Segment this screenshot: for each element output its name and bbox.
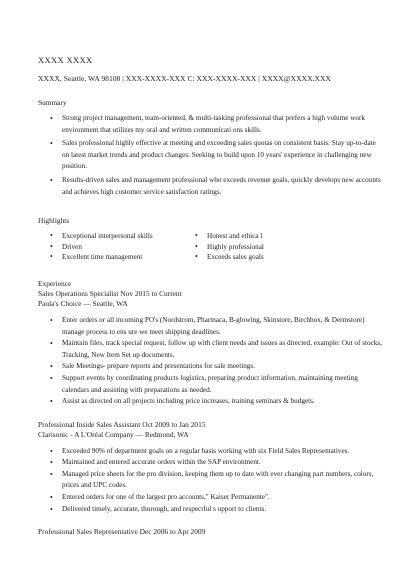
summary-list: [38, 113, 383, 198]
job-duty-item: • Enter orders or all incoming PO's (Nordstrom, Pharmaca, B-glowing, Skinstore, Birchbox, & Dermstore) manage process to ens ure we meet shipping deadlines.: [38, 315, 383, 338]
summary-item: • Strong project management, team-oriented, & multi-tasking professional that prefers a high volume work environment that utilizes my oral and written communicati ons skills.: [38, 113, 383, 136]
job-duty-item: • Assist as directed on all projects including price increases, training seminars & budgets.: [38, 396, 383, 408]
highlight-item: • Driven: [50, 242, 195, 253]
highlights-heading: Highlights: [38, 216, 70, 226]
highlight-item: • Honest and ethica l: [195, 231, 355, 242]
job-duty-item: • Delivered timely, accurate, thorough, and respectful s upport to clients.: [38, 504, 383, 516]
experience-heading: Experience: [38, 278, 72, 288]
summary-item: • Results-driven sales and management professional who exceeds revenue goals, quickly develops new accounts and achieves high customer service satisfaction ratings.: [38, 175, 383, 198]
job-duties-list: [38, 315, 383, 408]
summary-item: • Sales professional highly effective at meeting and exceeding sales quotas on consistent basis. Stay up-to-date on latest market trends and product changes. Seeking to build upon 10 years' experience in challenging new position.: [38, 138, 383, 173]
highlight-item: • Excellent time management: [50, 252, 195, 263]
job-title: Professional Inside Sales Assistant Oct 2009 to Jan 2015: [38, 419, 206, 429]
job-duty-item: • Maintained and entered accurate orders within the SAP environment.: [38, 457, 383, 469]
highlights-grid: [50, 231, 383, 263]
job-duty-item: • Managed price sheets for the pro division, keeping them up to date with ever changing part numbers, colors, prices and UPC codes.: [38, 469, 383, 492]
highlight-item: • Exceptional interpersonal skills: [50, 231, 195, 242]
summary-heading: Summary: [38, 98, 67, 107]
job-duty-item: • Sale Meetings- prepare reports and presentations for sale meetings.: [38, 361, 383, 373]
job-title: Sales Operations Specialist Nov 2015 to Current: [38, 288, 182, 298]
job-org: Clarisonic - A L'Oréal Company — Redmond, WA: [38, 429, 189, 439]
job-title: Professional Sales Representative Dec 2006 to Apr 2009: [38, 527, 206, 537]
job-duty-item: • Exceeded 90% of department goals on a regular basis working with six Field Sales Representatives.: [38, 446, 383, 458]
job-org: Paula's Choice — Seattle, WA: [38, 298, 128, 308]
job-duty-item: • Maintain files, track special request, follow up with client needs and issues as directed, example: Out of stocks, Tracking, New Item Set up documents.: [38, 338, 383, 361]
contact-line: XXXX, Seattle, WA 98108 | XXX-XXXX-XXX C: XXX-XXXX-XXX | XXXX@XXXX.XXX: [38, 74, 331, 83]
job-duty-item: • Support events by coordinating products logistics, preparing product information, maintaining meeting calendars and assisting with preparations as needed.: [38, 373, 383, 396]
highlight-item: • Highly professional: [195, 242, 355, 253]
highlight-item: • Exceeds sales goals: [195, 252, 355, 263]
job-duty-item: • Entered orders for one of the largest pro accounts," Kaiser Permanente".: [38, 492, 383, 504]
candidate-name: XXXX XXXX: [38, 55, 93, 65]
job-duties-list: [38, 446, 383, 516]
